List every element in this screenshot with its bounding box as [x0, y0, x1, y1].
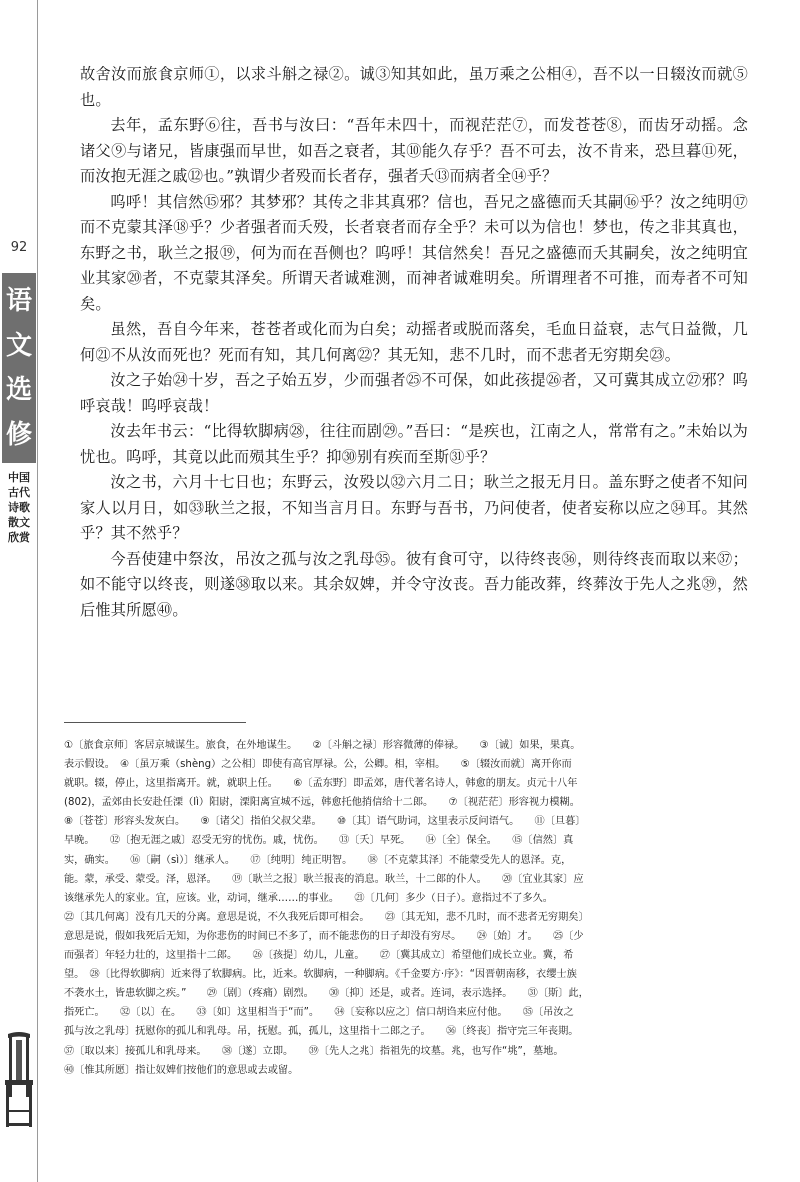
page-number: 92 [10, 240, 28, 255]
footnote-line: ㉒〔其几何离〕没有几天的分离。意思是说，不久我死后即可相会。 ㉓〔其无知，悲不几时，而不悲者无穷期矣〕 [64, 911, 589, 923]
paragraph: 故舍汝而旅食京师①，以求斗斛之禄②。诚③知其如此，虽万乘之公相④，吾不以一日辍汝而就⑤也。 [80, 65, 748, 109]
paragraph: 虽然，吾自今年来，苍苍者或化而为白矣；动摇者或脱而落矣，毛血日益衰，志气日益微，几何㉑不从汝而死也？死而有知，其几何离㉒？其无知，悲不几时，而不悲者无穷期矣㉓。 [80, 320, 748, 364]
footnote-line: (802)，孟郊由长安赴任溧（lì）阳尉，溧阳离宣城不远，韩愈托他捎信给十二郎。 ⑦〔视茫茫〕形容视力模糊。 [64, 797, 580, 809]
footnote-line: 实，确实。 ⑯〔嗣（sì）〕继承人。 ⑰〔纯明〕纯正明智。 ⑱〔不克蒙其泽〕不能蒙受先人的恩泽。克， [64, 854, 572, 866]
footnote-line: 不袭水土，皆患软脚之疾。” ㉙〔剧〕（疼痛）剧烈。 ㉚〔抑〕还是，或者。连词，表示选择。 ㉛〔斯〕此， [64, 988, 589, 1000]
series-char: 选 [5, 375, 32, 406]
paragraph: 去年，孟东野⑥往，吾书与汝曰：“吾年未四十，而视茫茫⑦，而发苍苍⑧，而齿牙动摇。念诸父⑨与诸兄，皆康强而早世，如吾之衰者，其⑩能久存乎？吾不可去，汝不肯来，恐旦暮⑪死，而汝抱无涯之戚⑫也。”孰谓少者殁而长者存，强者夭⑬而病者全⑭乎？ [80, 116, 748, 185]
footnotes [64, 736, 754, 1080]
series-char: 文 [5, 330, 32, 361]
series-banner [2, 273, 36, 463]
footnote-line: 孤与汝之乳母〕抚慰你的孤儿和乳母。吊，抚慰。孤，孤儿，这里指十二郎之子。 ㊱〔终丧〕指守完三年丧期。 [64, 1026, 579, 1038]
chair-icon [2, 1030, 36, 1130]
footnote-line: 表示假设。 ④〔虽万乘（shèng）之公相〕即使有高官厚禄。公，公卿。相，宰相。 ⑤〔辍汝而就〕离开你而 [64, 759, 572, 771]
book-title: 中国古代诗歌散文欣赏 [8, 471, 30, 544]
paragraph: 汝之子始㉔十岁，吾之子始五岁，少而强者㉕不可保，如此孩提㉖者，又可冀其成立㉗邪？呜呼哀哉！呜呼哀哉！ [80, 371, 748, 415]
footnote-line: ㊲〔取以来〕接孤儿和乳母来。 ㊳〔遂〕立即。 ㊴〔先人之兆〕指祖先的坟墓。兆，也写作“垗”，墓地。 [64, 1045, 564, 1057]
footnote-line: ㊵〔惟其所愿〕指让奴婢们按他们的意思或去或留。 [64, 1064, 299, 1076]
footnote-divider [64, 722, 246, 723]
paragraph: 汝去年书云：“比得软脚病㉘，往往而剧㉙。”吾曰：“是疾也，江南之人，常常有之。”未始以为忧也。呜呼，其竟以此而殒其生乎？抑㉚别有疾而至斯㉛乎？ [80, 422, 748, 466]
footnote-line: 望。 ㉘〔比得软脚病〕近来得了软脚病。比，近来。软脚病，一种脚病。《千金要方·序》：“因晋朝南移，衣缨士族 [64, 969, 577, 981]
series-char: 修 [5, 419, 32, 450]
footnote-line: 意思是说，假如我死后无知，为你悲伤的时间已不多了，而不能悲伤的日子却没有穷尽。 ㉔〔始〕才。 ㉕〔少 [64, 930, 584, 942]
footnote-line: 能。蒙，承受、蒙受。泽，恩泽。 ⑲〔耿兰之报〕耿兰报丧的消息。耿兰，十二郎的仆人。 ⑳〔宜业其家〕应 [64, 873, 584, 885]
margin-line [37, 0, 38, 1182]
paragraph: 今吾使建中祭汝，吊汝之孤与汝之乳母㉟。彼有食可守，以待终丧㊱，则待终丧而取以来㊲；如不能守以终丧，则遂㊳取以来。其余奴婢，并令守汝丧。吾力能改葬，终葬汝于先人之兆㊴，然后惟其所愿㊵。 [80, 549, 748, 619]
footnote-line: 该继承先人的家业。宜，应该。业，动词，继承……的事业。 ㉑〔几何〕多少（日子）。意指过不了多久。 [64, 892, 553, 904]
footnote-line: 指死亡。 ㉜〔以〕在。 ㉝〔如〕这里相当于“而”。 ㉞〔妄称以应之〕信口胡诌来应付他。 ㉟〔吊汝之 [64, 1007, 574, 1019]
series-char: 语 [5, 286, 32, 317]
footnote-line: ⑧〔苍苍〕形容头发灰白。 ⑨〔诸父〕指伯父叔父辈。 ⑩〔其〕语气助词，这里表示反问语气。 ⑪〔旦暮〕 [64, 816, 586, 828]
paragraph: 呜呼！其信然⑮邪？其梦邪？其传之非其真邪？信也，吾兄之盛德而夭其嗣⑯乎？汝之纯明⑰而不克蒙其泽⑱乎？少者强者而夭殁，长者衰者而存全乎？未可以为信也！梦也，传之非其真也，东野之书，耿兰之报⑲，何为而在吾侧也？呜呼！其信然矣！吾兄之盛德而夭其嗣矣，汝之纯明宜业其家⑳者，不克蒙其泽矣。所谓天者诚难测，而神者诚难明矣。所谓理者不可推，而寿者不可知矣。 [80, 192, 748, 313]
footnote-line: 就职。辍，停止，这里指离开。就，就职上任。 ⑥〔孟东野〕即孟郊，唐代著名诗人，韩愈的朋友。贞元十八年 [64, 778, 578, 790]
footnote-line: 而强者〕年轻力壮的，这里指十二郎。 ㉖〔孩提〕幼儿，儿童。 ㉗〔冀其成立〕希望他们成长立业。冀，希 [64, 950, 574, 962]
footnote-line: ①〔旅食京师〕客居京城谋生。旅食，在外地谋生。 ②〔斗斛之禄〕形容微薄的俸禄。 ③〔诚〕如果，果真。 [64, 740, 581, 751]
main-text [80, 62, 748, 623]
paragraph: 汝之书，六月十七日也；东野云，汝殁以㉜六月二日；耿兰之报无月日。盖东野之使者不知问家人以月日，如㉝耿兰之报，不知当言月日。东野与吾书，乃问使者，使者妄称以应之㉞耳。其然乎？其不然乎？ [80, 473, 748, 542]
footnote-line: 早晚。 ⑫〔抱无涯之戚〕忍受无穷的忧伤。戚，忧伤。 ⑬〔夭〕早死。 ⑭〔全〕保全。 ⑮〔信然〕真 [64, 835, 574, 847]
